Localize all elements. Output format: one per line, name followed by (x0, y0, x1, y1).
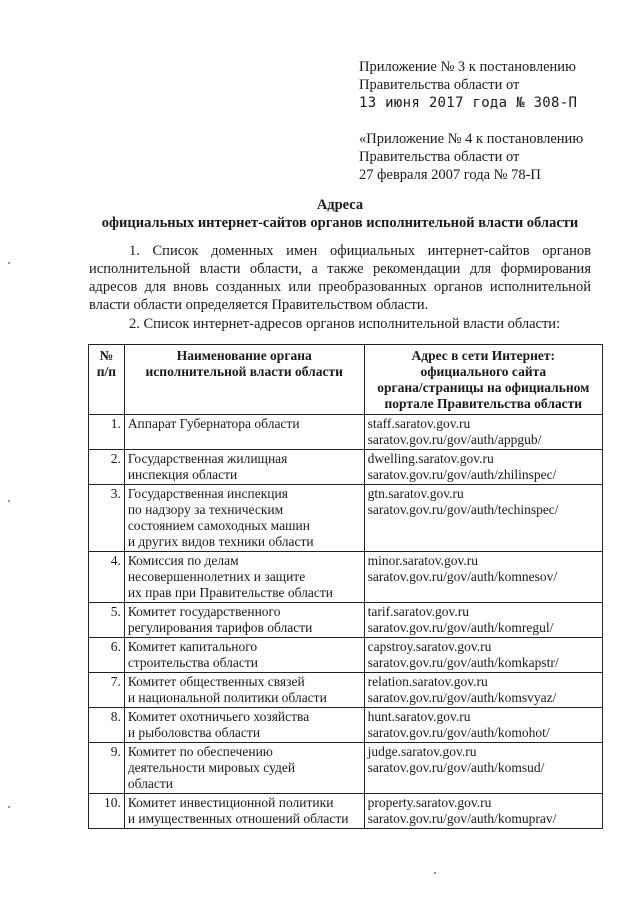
portal-page-address: saratov.gov.ru/gov/auth/komsud/ (367, 760, 545, 775)
row-number: 2. (89, 450, 125, 485)
site-domain: judge.saratov.gov.ru (367, 744, 477, 759)
table-row (89, 552, 603, 603)
organ-name-line: Комиссия по делам (127, 553, 239, 568)
organ-name-line: деятельности мировых судей (127, 760, 296, 775)
document-title: Адреса (316, 197, 364, 213)
organ-name-line: Комитет охотничьего хозяйства (127, 709, 310, 724)
organ-name-line: Комитет общественных связей (127, 674, 305, 689)
site-domain: relation.saratov.gov.ru (367, 674, 488, 689)
scan-speck (8, 500, 10, 502)
quoted-appendix-line: Правительства области от (359, 149, 520, 165)
site-domain: property.saratov.gov.ru (367, 795, 492, 810)
row-number: 5. (89, 603, 125, 638)
organ-name-line: их прав при Правительстве области (127, 585, 334, 600)
appendix-line: Правительства области от (359, 77, 520, 93)
scan-speck (8, 262, 10, 264)
organ-address (364, 708, 602, 743)
organ-name (124, 743, 364, 794)
organ-address (364, 743, 602, 794)
organ-name (124, 708, 364, 743)
header-number: № п/п (89, 345, 125, 415)
organ-address (364, 415, 602, 450)
organ-name-line: и национальной политики области (127, 690, 327, 705)
site-domain: minor.saratov.gov.ru (367, 553, 478, 568)
organ-name-line: Комитет государственного (127, 604, 281, 619)
row-number: 7. (89, 673, 125, 708)
organ-name (124, 485, 364, 552)
organ-name-line: и других видов техники области (127, 534, 314, 549)
site-domain: staff.saratov.gov.ru (367, 416, 471, 431)
organ-address (364, 673, 602, 708)
organ-name-line: регулирования тарифов области (127, 620, 313, 635)
quoted-appendix-reference (359, 130, 629, 184)
organ-name-line: состоянием самоходных машин (127, 518, 310, 533)
organ-name-line: и имущественных отношений области (127, 811, 349, 826)
table-row (89, 450, 603, 485)
appendix-reference (359, 58, 629, 112)
site-domain: hunt.saratov.gov.ru (367, 709, 471, 724)
organ-name (124, 415, 364, 450)
organ-name (124, 673, 364, 708)
row-number: 4. (89, 552, 125, 603)
site-domain: dwelling.saratov.gov.ru (367, 451, 494, 466)
row-number: 8. (89, 708, 125, 743)
portal-page-address: saratov.gov.ru/gov/auth/appgub/ (367, 432, 542, 447)
organ-address (364, 552, 602, 603)
organ-name-line: Государственная жилищная (127, 451, 288, 466)
organ-name-line: и рыболовства области (127, 725, 261, 740)
row-number: 1. (89, 415, 125, 450)
organ-name-line: Комитет по обеспечению (127, 744, 273, 759)
header-organ-name: Наименование органа исполнительной власти области (124, 345, 364, 415)
organ-name-line: Комитет инвестиционной политики (127, 795, 334, 810)
portal-page-address: saratov.gov.ru/gov/auth/komsvyaz/ (367, 690, 557, 705)
scan-speck (434, 872, 436, 874)
table-row (89, 794, 603, 829)
row-number: 10. (89, 794, 125, 829)
organ-address (364, 450, 602, 485)
table-row (89, 415, 603, 450)
organ-address (364, 638, 602, 673)
portal-page-address: saratov.gov.ru/gov/auth/techinspec/ (367, 502, 559, 517)
organ-name-line: инспекция области (127, 467, 238, 482)
table-row (89, 673, 603, 708)
organ-name (124, 552, 364, 603)
organ-name (124, 603, 364, 638)
table-row (89, 485, 603, 552)
organ-address (364, 485, 602, 552)
organ-name-line: Государственная инспекция (127, 486, 288, 501)
row-number: 6. (89, 638, 125, 673)
organ-name-line: несовершеннолетних и защите (127, 569, 306, 584)
portal-page-address: saratov.gov.ru/gov/auth/komnesov/ (367, 569, 558, 584)
organ-name (124, 450, 364, 485)
portal-page-address: saratov.gov.ru/gov/auth/komkapstr/ (367, 655, 559, 670)
table-row (89, 743, 603, 794)
address-table (88, 344, 603, 829)
header-internet-address: Адрес в сети Интернет: официального сайта органа/страницы на официальном портале Правительства области (364, 345, 602, 415)
table-row (89, 603, 603, 638)
site-domain: capstroy.saratov.gov.ru (367, 639, 492, 654)
appendix-line: Приложение № 3 к постановлению (359, 59, 576, 75)
document-subtitle: официальных интернет-сайтов органов исполнительной власти области (101, 215, 579, 231)
row-number: 3. (89, 485, 125, 552)
site-domain: tarif.saratov.gov.ru (367, 604, 469, 619)
table-row (89, 708, 603, 743)
paragraph-1: 1. Список доменных имен официальных интернет-сайтов органов исполнительной власти области, а также рекомендации для формирования адресов для вновь созданных или преобразованных органов исполнительной власти области определяется Правительством области. (89, 243, 591, 313)
appendix-date-line: 13 июня 2017 года № 308-П (359, 95, 578, 111)
organ-name-line: строительства области (127, 655, 258, 670)
organ-name-line: области (127, 776, 173, 791)
portal-page-address: saratov.gov.ru/gov/auth/komohot/ (367, 725, 550, 740)
table-row (89, 638, 603, 673)
site-domain: gtn.saratov.gov.ru (367, 486, 464, 501)
organ-name (124, 638, 364, 673)
quoted-appendix-line: 27 февраля 2007 года № 78-П (359, 167, 541, 183)
organ-name-line: по надзору за техническим (127, 502, 284, 517)
organ-name (124, 794, 364, 829)
portal-page-address: saratov.gov.ru/gov/auth/komuprav/ (367, 811, 557, 826)
organ-address (364, 794, 602, 829)
organ-name-line: Комитет капитального (127, 639, 258, 654)
scan-speck (8, 806, 10, 808)
paragraph-2: 2. Список интернет-адресов органов исполнительной власти области: (129, 316, 561, 332)
portal-page-address: saratov.gov.ru/gov/auth/zhilinspec/ (367, 467, 557, 482)
portal-page-address: saratov.gov.ru/gov/auth/komregul/ (367, 620, 554, 635)
quoted-appendix-line: «Приложение № 4 к постановлению (359, 131, 584, 147)
row-number: 9. (89, 743, 125, 794)
organ-name-line: Аппарат Губернатора области (127, 416, 300, 431)
table-header-row (89, 345, 603, 415)
organ-address (364, 603, 602, 638)
